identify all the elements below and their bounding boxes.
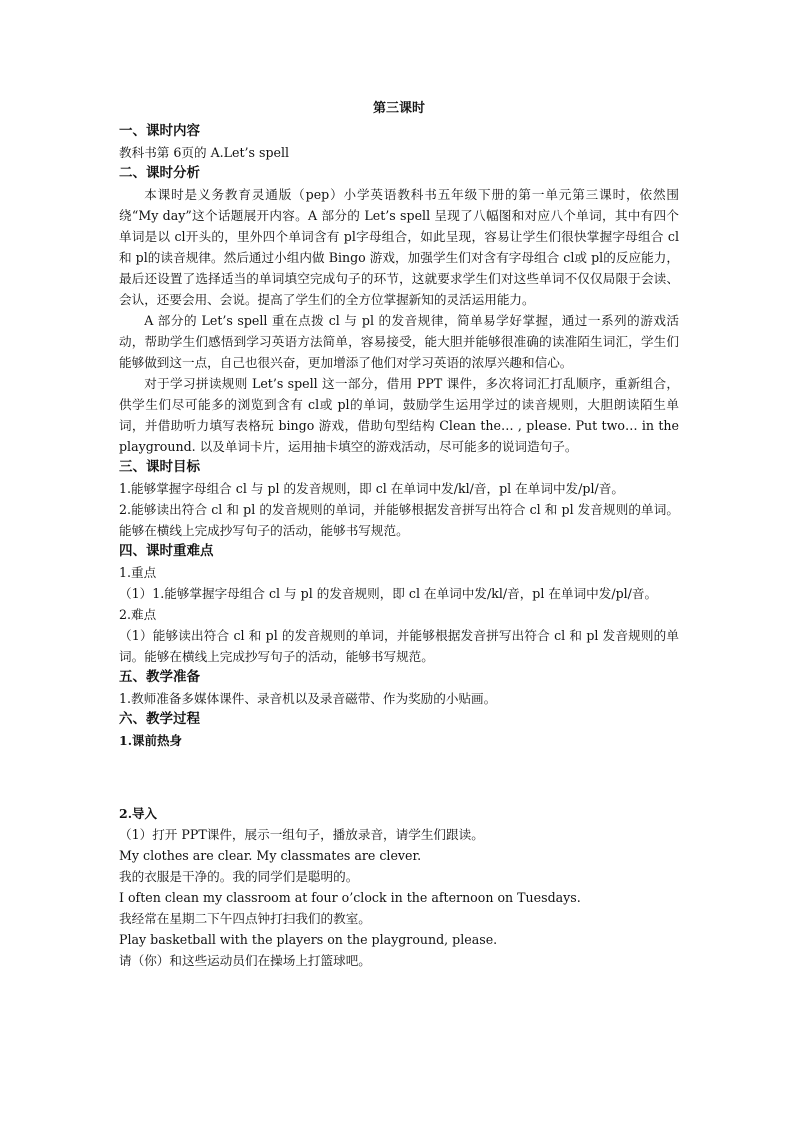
blank-space xyxy=(119,751,679,803)
section-heading-content: 一、课时内容 xyxy=(119,123,200,139)
english-sentence-3: Play basketball with the players on the playground, please. xyxy=(119,932,498,947)
goal-item-2: 2.能够读出符合 cl 和 pl 的发音规则的单词，并能够根据发音拼写出符合 cl 和 pl 发音规则的单词。能够在横线上完成抄写句子的活动，能够书写规范。 xyxy=(119,502,679,538)
analysis-paragraph-2: A 部分的 Let’s spell 重在点拨 cl 与 pl 的发音规律，简单易学好掌握，通过一系列的游戏活动，帮助学生们感悟到学习英语方法简单，容易接受，能大胆并能够很准确的读准陌生词汇，学生们能够做到这一点，自己也很兴奋，更加增添了他们对学习英语的浓厚兴趣和信心。 xyxy=(119,313,679,370)
chinese-translation-2: 我经常在星期二下午四点钟打扫我们的教室。 xyxy=(119,911,371,926)
english-sentence-2: I often clean my classroom at four o’clock in the afternoon on Tuesdays. xyxy=(119,890,581,905)
difficult-point-label: 2.难点 xyxy=(119,607,157,622)
preparation-text: 1.教师准备多媒体课件、录音机以及录音磁带、作为奖励的小贴画。 xyxy=(119,691,497,706)
key-point-text: （1）1.能够掌握字母组合 cl 与 pl 的发音规则，即 cl 在单词中发/kl/音，pl 在单词中发/pl/音。 xyxy=(119,586,658,601)
chinese-translation-3: 请（你）和这些运动员们在操场上打篮球吧。 xyxy=(119,953,371,968)
analysis-paragraph-3: 对于学习拼读规则 Let’s spell 这一部分，借用 PPT 课件，多次将词汇打乱顺序，重新组合，供学生们尽可能多的浏览到含有 cl或 pl的单词，鼓励学生运用学过的读音规则，大胆朗读陌生单词，并借助听力填写表格玩 bingo 游戏，借助句型结构 Clean the… , please. Put two… in the playground. 以及单词卡片，运用抽卡填空的游戏活动，尽可能多的说词造句子。 xyxy=(119,376,679,454)
analysis-paragraph-1: 本课时是义务教育灵通版（pep）小学英语教科书五年级下册的第一单元第三课时，依然围绕“My day”这个话题展开内容。A 部分的 Let’s spell 呈现了八幅图和对应八个单词，其中有四个单词是以 cl开头的，里外四个单词含有 pl字母组合，如此呈现，容易让学生们很快掌握字母组合 cl和 pl的读音规律。然后通过小组内做 Bingo 游戏，加强学生们对含有字母组合 cl或 pl的反应能力，最后还设置了选择适当的单词填空完成句子的环节，这就要求学生们对这些单词不仅仅局限于会读、会认，还要会用、会说。提高了学生们的全方位掌握新知的灵活运用能力。 xyxy=(119,187,679,307)
section-heading-preparation: 五、教学准备 xyxy=(119,669,200,685)
document-page xyxy=(119,98,679,971)
intro-instruction: （1）打开 PPT课件，展示一组句子，播放录音，请学生们跟读。 xyxy=(119,827,484,842)
section-heading-goals: 三、课时目标 xyxy=(119,459,200,475)
difficult-point-text: （1）能够读出符合 cl 和 pl 的发音规则的单词，并能够根据发音拼写出符合 cl 和 pl 发音规则的单词。能够在横线上完成抄写句子的活动，能够书写规范。 xyxy=(119,628,679,664)
section-heading-analysis: 二、课时分析 xyxy=(119,165,200,181)
chinese-translation-1: 我的衣服是干净的。我的同学们是聪明的。 xyxy=(119,869,359,884)
step-introduction-heading: 2.导入 xyxy=(119,806,158,821)
step-warmup-heading: 1.课前热身 xyxy=(119,733,183,748)
section-heading-process: 六、教学过程 xyxy=(119,711,200,727)
document-title: 第三课时 xyxy=(372,101,425,116)
key-point-label: 1.重点 xyxy=(119,565,157,580)
goal-item-1: 1.能够掌握字母组合 cl 与 pl 的发音规则，即 cl 在单词中发/kl/音，pl 在单词中发/pl/音。 xyxy=(119,481,624,496)
section-heading-key-points: 四、课时重难点 xyxy=(119,543,214,559)
section-content-text: 教科书第 6页的 A.Let’s spell xyxy=(119,145,290,160)
english-sentence-1: My clothes are clear. My classmates are clever. xyxy=(119,848,422,863)
